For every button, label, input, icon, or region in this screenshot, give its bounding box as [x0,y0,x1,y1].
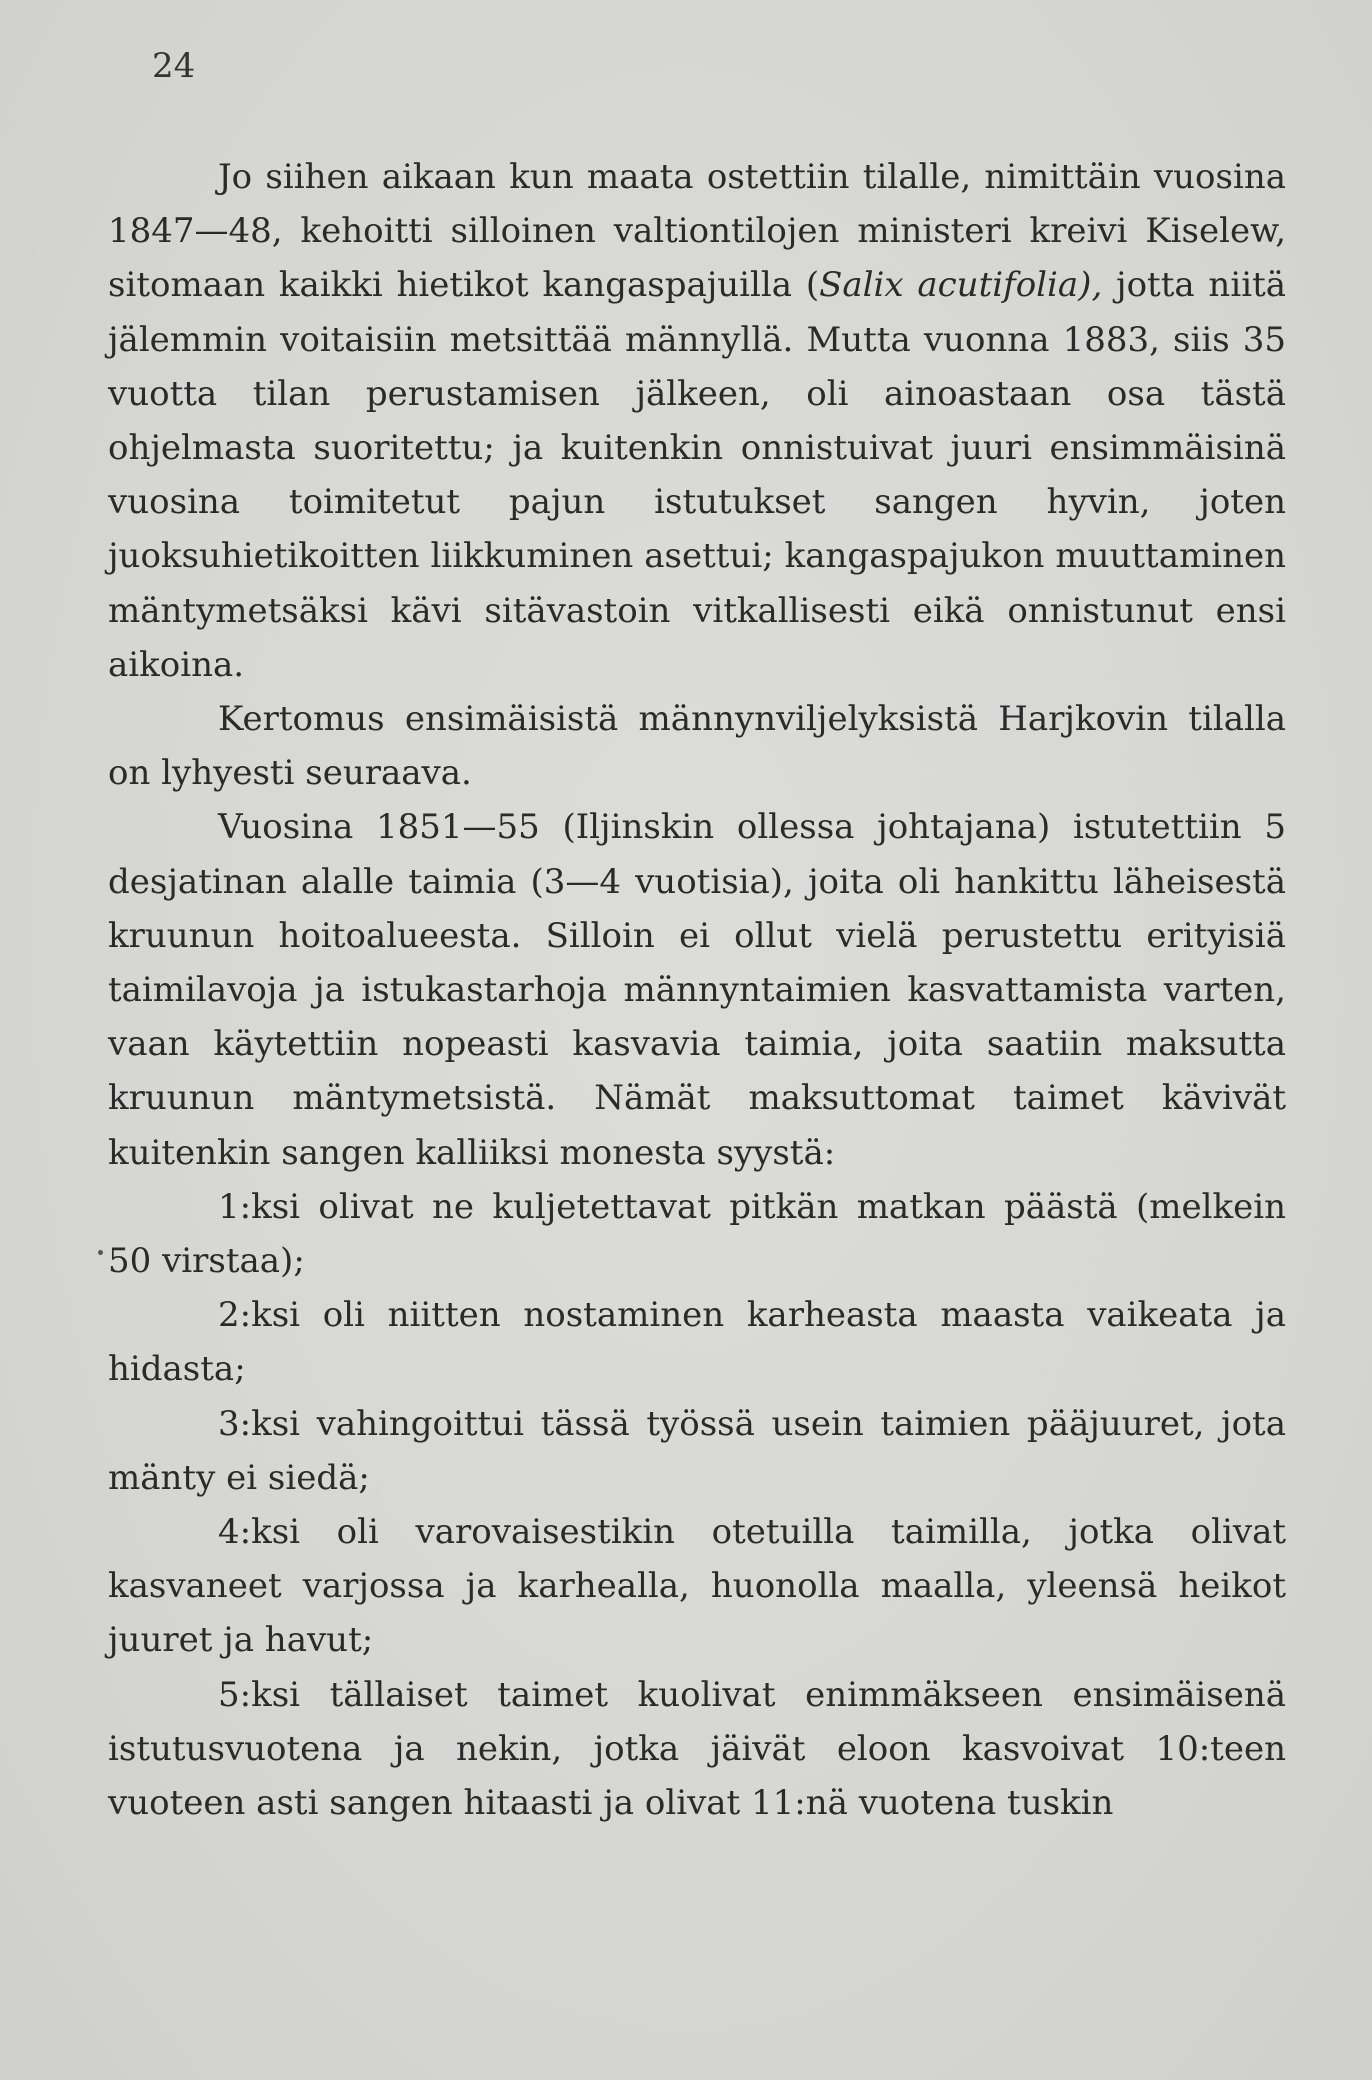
paragraph-3: Vuosina 1851—55 (Iljinskin ollessa johtajana) istutettiin 5 desjatinan alalle taimia (3—4 vuotisia), joita oli hankittu läheisestä kruunun hoitoalueesta. Silloin ei ollut vielä perustettu erityisiä taimilavoja ja istukastarhoja männyntaimien kasvattamista varten, vaan käytettiin nopeasti kasvavia taimia, joita saatiin maksutta kruunun mäntymetsistä. Nämät maksuttomat taimet kävivät kuitenkin sangen kalliiksi monesta syystä: [108,807,1286,1173]
reason-5: 5:ksi tällaiset taimet kuolivat enimmäkseen ensimäisenä istutusvuotena ja nekin, jotka jäivät eloon kasvoivat 10:teen vuoteen asti sangen hitaasti ja olivat 11:nä vuotena tuskin [108,1674,1286,1824]
margin-speck [98,1250,103,1255]
paragraph-1 [108,150,1286,692]
paragraph-2: Kertomus ensimäisistä männynviljelyksistä Harjkovin tilalla on lyhyesti seuraava. [108,699,1286,794]
reason-2: 2:ksi oli niitten nostaminen karheasta maasta vaikeata ja hidasta; [108,1295,1286,1390]
paragraph-1-text: Jo siihen aikaan kun maata ostettiin tilalle, nimittäin vuosina 1847—48, kehoitti silloinen valtiontilojen ministeri kreivi Kiselew, sitomaan kaikki hietikot kangaspajuilla ( [108,157,1286,306]
reason-4: 4:ksi oli varovaisestikin otetuilla taimilla, jotka olivat kasvaneet varjossa ja karhealla, huonolla maalla, yleensä heikot juuret ja havut; [108,1512,1286,1661]
paragraph-1-text-cont: jotta niitä jälemmin voitaisiin metsittää männyllä. Mutta vuonna 1883, siis 35 vuotta tilan perustamisen jälkeen, oli ainoastaan osa tästä ohjelmasta suoritettu; ja kuitenkin onnistuivat juuri ensimmäisinä vuosina toimitetut pajun istutukset sangen hyvin, joten juoksuhietikoitten liikkuminen asettui; kangaspajukon muuttaminen mäntymetsäksi kävi sitävastoin vitkallisesti eikä onnistunut ensi aikoina. [108,265,1286,685]
reason-1: 1:ksi olivat ne kuljetettavat pitkän matkan päästä (melkein 50 virstaa); [108,1186,1286,1282]
latin-name: Salix acutifolia), [819,265,1103,306]
reason-3: 3:ksi vahingoittui tässä työssä usein taimien pääjuuret, jota mänty ei siedä; [108,1403,1286,1498]
page-number: 24 [152,46,196,86]
body-text [108,150,1286,1830]
